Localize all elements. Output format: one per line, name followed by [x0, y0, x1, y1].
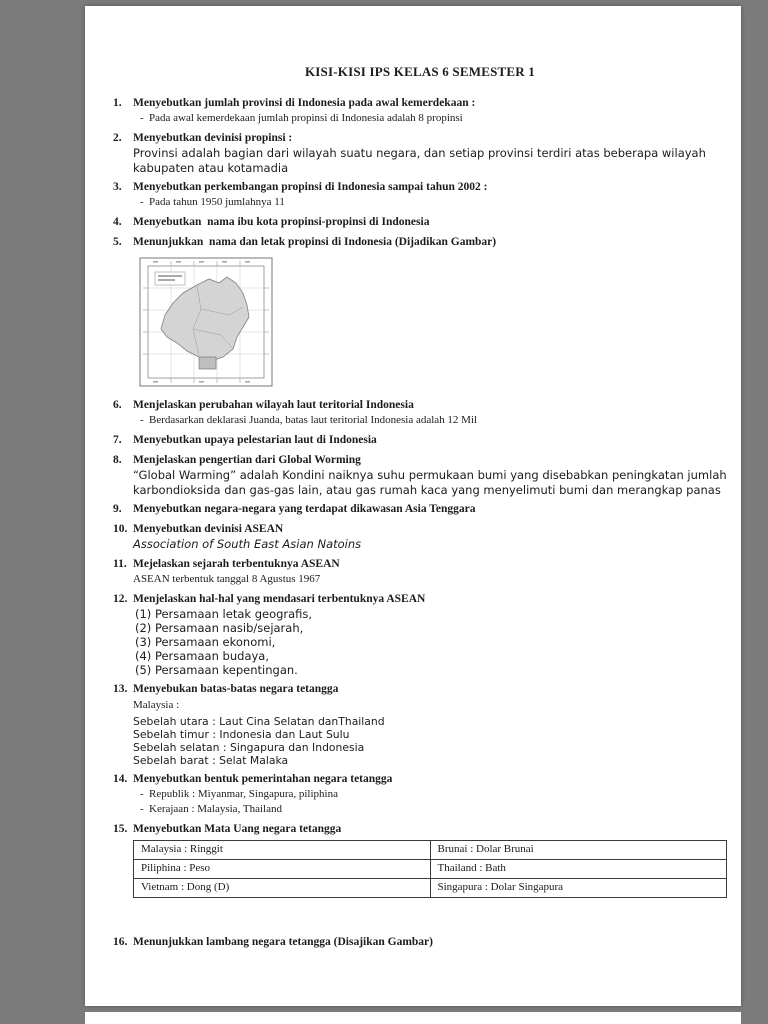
- item-15: [113, 821, 727, 900]
- item-heading: Menyebutkan devinisi propinsi :: [133, 132, 293, 144]
- currency-table: [133, 840, 727, 898]
- item-number: 4.: [113, 216, 122, 228]
- item-number: 11.: [113, 557, 127, 570]
- item-heading: Menyebutkan negara-negara yang terdapat dikawasan Asia Tenggara: [133, 503, 476, 515]
- item-4: [113, 214, 727, 230]
- item-heading: Menyebutkan nama ibu kota propinsi-propinsi di Indonesia: [133, 216, 430, 228]
- item-8: [113, 452, 727, 497]
- item-5: [113, 234, 727, 393]
- table-cell: Vietnam : Dong (D): [134, 878, 431, 897]
- table-cell: Brunai : Dolar Brunai: [430, 840, 727, 859]
- country-label: Malaysia :: [133, 698, 180, 711]
- item-number: 16.: [113, 935, 128, 948]
- item-16: [113, 934, 727, 950]
- item-number: 9.: [113, 503, 122, 515]
- item-number: 10.: [113, 523, 128, 535]
- map-label-box: [155, 272, 185, 285]
- item-2: [113, 130, 727, 175]
- item-answer: [133, 111, 727, 126]
- table-row: [134, 859, 727, 878]
- map-inset-box: [199, 357, 216, 369]
- item-heading: Menjelaskan pengertian dari Global Worming: [133, 454, 361, 466]
- list-line: (5) Persamaan kepentingan.: [135, 662, 298, 677]
- list-line: Sebelah barat : Selat Malaka: [133, 753, 289, 767]
- item-number: 1.: [113, 97, 122, 109]
- dash-marker: -: [140, 414, 144, 426]
- border-list: [133, 715, 727, 767]
- table-row: [134, 878, 727, 897]
- item-number: 15.: [113, 822, 128, 835]
- item-6: [113, 397, 727, 428]
- item-number: 8.: [113, 454, 122, 466]
- item-answer: [133, 802, 727, 817]
- item-11: [113, 556, 727, 587]
- item-heading: Menyebukan batas-batas negara tetangga: [133, 682, 339, 695]
- item-answer: Association of South East Asian Natoins: [133, 537, 362, 551]
- answer-text: Berdasarkan deklarasi Juanda, batas laut teritorial Indonesia adalah 12 Mil: [149, 414, 478, 426]
- item-1: [113, 95, 727, 126]
- list-line: (3) Persamaan ekonomi,: [135, 634, 276, 649]
- list-line: (2) Persamaan nasib/sejarah,: [135, 620, 304, 635]
- item-10: [113, 521, 727, 552]
- list-line: Sebelah timur : Indonesia dan Laut Sulu: [133, 727, 350, 741]
- item-heading: Menyebutkan perkembangan propinsi di Indonesia sampai tahun 2002 :: [133, 181, 488, 193]
- item-answer: [133, 195, 727, 210]
- item-heading: Menyebutkan jumlah provinsi di Indonesia pada awal kemerdekaan :: [133, 97, 476, 109]
- item-14: [113, 771, 727, 817]
- item-number: 3.: [113, 181, 122, 193]
- item-heading: Menunjukkan nama dan letak propinsi di Indonesia (Dijadikan Gambar): [133, 236, 497, 248]
- item-answer: “Global Warming” adalah Kondini naiknya suhu permukaan bumi yang disebabkan peningkatan jumlah karbondioksida dan gas-gas lain, atau gas rumah kaca yang menyelimuti bumi dan merangkap panas: [133, 468, 727, 497]
- list-line: (1) Persamaan letak geografis,: [135, 606, 313, 621]
- item-heading: Menunjukkan lambang negara tetangga (Disajikan Gambar): [133, 935, 433, 948]
- document-page: [85, 6, 741, 1006]
- item-number: 13.: [113, 682, 128, 695]
- item-number: 2.: [113, 132, 122, 144]
- item-number: 14.: [113, 772, 128, 785]
- item-13: [113, 681, 727, 767]
- province-map-figure: [139, 257, 273, 387]
- table-cell: Malaysia : Ringgit: [134, 840, 431, 859]
- item-heading: Menjelaskan hal-hal yang mendasari terbentuknya ASEAN: [133, 592, 426, 605]
- dash-marker: -: [140, 112, 144, 124]
- item-heading: Menyebutkan Mata Uang negara tetangga: [133, 822, 342, 835]
- next-page-edge: [85, 1012, 741, 1024]
- table-cell: Singapura : Dolar Singapura: [430, 878, 727, 897]
- list-line: Sebelah utara : Laut Cina Selatan danThailand: [133, 714, 385, 728]
- page-title: KISI-KISI IPS KELAS 6 SEMESTER 1: [304, 64, 535, 79]
- item-3: [113, 179, 727, 210]
- answer-text: Pada tahun 1950 jumlahnya 11: [149, 196, 285, 208]
- item-answer: [133, 787, 727, 802]
- item-heading: Menyebutkan upaya pelestarian laut di Indonesia: [133, 434, 377, 446]
- answer-text: Kerajaan : Malaysia, Thailand: [149, 802, 282, 815]
- dash-marker: -: [140, 787, 144, 800]
- item-heading: Menyebutkan bentuk pemerintahan negara tetangga: [133, 772, 393, 785]
- list-line: (4) Persamaan budaya,: [135, 648, 269, 663]
- table-row: [134, 840, 727, 859]
- item-answer: [133, 413, 727, 428]
- asean-factors-list: [133, 607, 727, 677]
- item-number: 7.: [113, 434, 122, 446]
- item-12: [113, 591, 727, 677]
- item-number: 12.: [113, 592, 128, 605]
- dash-marker: -: [140, 196, 144, 208]
- item-answer: ASEAN terbentuk tanggal 8 Agustus 1967: [133, 572, 321, 585]
- list-line: Sebelah selatan : Singapura dan Indonesia: [133, 740, 365, 754]
- kalimantan-map: [139, 257, 273, 387]
- table-cell: Thailand : Bath: [430, 859, 727, 878]
- answer-text: Republik : Miyanmar, Singapura, piliphina: [149, 787, 338, 800]
- item-number: 6.: [113, 399, 122, 411]
- item-heading: Menyebutkan devinisi ASEAN: [133, 523, 284, 535]
- item-answer: Provinsi adalah bagian dari wilayah suatu negara, dan setiap provinsi terdiri atas beberapa wilayah kabupaten atau kotamadia: [133, 146, 706, 175]
- item-heading: Mejelaskan sejarah terbentuknya ASEAN: [133, 557, 340, 570]
- item-number: 5.: [113, 236, 122, 248]
- table-cell: Piliphina : Peso: [134, 859, 431, 878]
- dash-marker: -: [140, 802, 144, 815]
- item-7: [113, 432, 727, 448]
- item-heading: Menjelaskan perubahan wilayah laut teritorial Indonesia: [133, 399, 414, 411]
- answer-text: Pada awal kemerdekaan jumlah propinsi di Indonesia adalah 8 propinsi: [149, 112, 463, 124]
- item-9: [113, 501, 727, 517]
